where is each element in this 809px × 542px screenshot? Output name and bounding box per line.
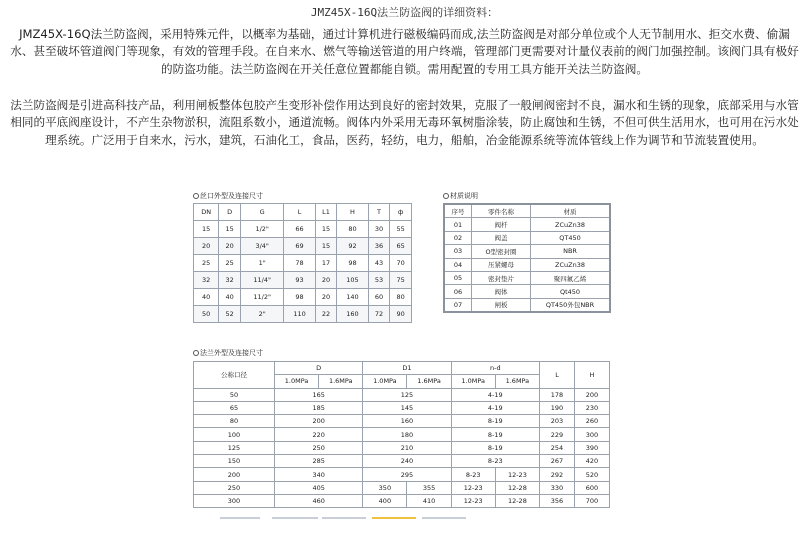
table-cell: 220 [275, 428, 363, 441]
table-cell: 254 [540, 441, 575, 454]
table-cell: 66 [284, 221, 315, 238]
table-cell: 200 [275, 415, 363, 428]
page-title: JMZ45X-16Q法兰防盗阀的详细资料： [310, 6, 499, 19]
column-header-dn: 公称口径 [194, 362, 275, 389]
pressure-header: 1.6MPa [319, 375, 363, 388]
table-cell: 8-23 [451, 455, 539, 468]
table-cell: 密封垫片 [472, 271, 531, 284]
material-table-title-text: 材质说明 [450, 192, 478, 200]
table-header-row [194, 204, 412, 221]
table-header-row [444, 204, 610, 218]
table-cell: 07 [444, 298, 472, 312]
column-header: D [219, 204, 241, 221]
table-cell: 11/2" [241, 289, 284, 306]
table-cell: 460 [275, 494, 363, 507]
table-cell: 15 [315, 238, 337, 255]
table-cell: 01 [444, 218, 472, 231]
table-cell: 20 [219, 238, 241, 255]
table-cell: ZCuZn38 [531, 218, 611, 231]
table-cell: O型密封圈 [472, 245, 531, 258]
table-cell: 125 [363, 388, 451, 401]
pressure-header: 1.0MPa [275, 375, 319, 388]
table-cell: 1/2" [241, 221, 284, 238]
table-cell: 125 [194, 441, 275, 454]
table-cell: 12-23 [495, 468, 539, 481]
table-cell: 32 [219, 272, 241, 289]
table-row [194, 428, 610, 441]
table-cell: 8-19 [451, 415, 539, 428]
table-cell: 04 [444, 258, 472, 271]
table-cell: 8-19 [451, 428, 539, 441]
table-cell: 80 [194, 415, 275, 428]
table-cell: 420 [575, 455, 610, 468]
table-cell: 52 [219, 306, 241, 323]
table-cell: 203 [540, 415, 575, 428]
table-cell: 17 [315, 255, 337, 272]
table-cell: 340 [275, 468, 363, 481]
table-cell: 12-28 [495, 481, 539, 494]
table-row [194, 289, 412, 306]
table-cell: 285 [275, 455, 363, 468]
table-cell: 400 [363, 494, 407, 507]
table-cell: 410 [407, 494, 451, 507]
table-cell: 60 [368, 289, 390, 306]
table-cell: 8-23 [451, 468, 495, 481]
divider-bar [322, 517, 366, 519]
column-header: T [368, 204, 390, 221]
table-row [444, 231, 610, 244]
table-row [194, 494, 610, 507]
table-cell: 25 [194, 255, 219, 272]
table-row [194, 272, 412, 289]
table-cell: 150 [194, 455, 275, 468]
table-cell: 12-23 [451, 494, 495, 507]
column-header-nd: n-d [451, 362, 539, 375]
material-table [443, 203, 611, 313]
table-cell: 295 [363, 468, 451, 481]
table-cell: 260 [575, 415, 610, 428]
column-header: DN [194, 204, 219, 221]
pressure-header: 1.0MPa [363, 375, 407, 388]
pressure-header: 1.6MPa [495, 375, 539, 388]
table-cell: 03 [444, 245, 472, 258]
table-cell: 240 [363, 455, 451, 468]
material-table-title [443, 191, 478, 201]
table-cell: 20 [194, 238, 219, 255]
table-cell: 65 [194, 401, 275, 414]
table-cell: 210 [363, 441, 451, 454]
table-cell: 8-19 [451, 441, 539, 454]
flange-dimensions-table [193, 361, 610, 508]
table-cell: 4-19 [451, 401, 539, 414]
description-paragraph: 法兰防盗阀是引进高科技产品，利用闸板整体包胶产生变形补偿作用达到良好的密封效果，克服了一般闸阀密封不良，漏水和生锈的现象，底部采用与水管相同的平底阀座设计，不产生杂物淤积，流阻系数小，通道流畅。阀体内外采用无毒环氧树脂涂装，防止腐蚀和生锈，不但可供生活用水，也可用在污水处理系统。广泛用于自来水，污水，建筑，石油化工，食品，医药，轻纺，电力，船舶，冶金能源系统等流体管线上作为调节和节流装置使用。 [10, 98, 799, 147]
table-cell: 350 [363, 481, 407, 494]
table-cell: 200 [194, 468, 275, 481]
table-cell: 92 [337, 238, 368, 255]
column-header: H [337, 204, 368, 221]
table-cell: Qt450 [531, 285, 611, 298]
table-cell: 250 [275, 441, 363, 454]
column-header: L1 [315, 204, 337, 221]
pressure-header: 1.6MPa [407, 375, 451, 388]
table-row [194, 415, 610, 428]
column-header: 材质 [531, 204, 611, 218]
table-cell: 230 [575, 401, 610, 414]
column-header-h: H [575, 362, 610, 389]
table-cell: 50 [194, 388, 275, 401]
table-cell: 190 [540, 401, 575, 414]
table-cell: 闸板 [472, 298, 531, 312]
table-cell: 02 [444, 231, 472, 244]
table-cell: 22 [315, 306, 337, 323]
column-header: 零件名称 [472, 204, 531, 218]
flange-table-title [193, 348, 263, 358]
table-cell: 356 [540, 494, 575, 507]
table-cell: 15 [315, 221, 337, 238]
table-cell: 100 [194, 428, 275, 441]
table-cell: 53 [368, 272, 390, 289]
table-row [444, 218, 610, 231]
table-cell: 200 [575, 388, 610, 401]
table-cell: 145 [363, 401, 451, 414]
table-cell: 06 [444, 285, 472, 298]
table-cell: 700 [575, 494, 610, 507]
table-cell: 80 [390, 289, 412, 306]
table-cell: 98 [337, 255, 368, 272]
column-header: G [241, 204, 284, 221]
table-cell: 36 [368, 238, 390, 255]
table-row [194, 468, 610, 481]
table-cell: 267 [540, 455, 575, 468]
table-cell: 165 [275, 388, 363, 401]
table-cell: 压紧螺母 [472, 258, 531, 271]
table-cell: 160 [337, 306, 368, 323]
table-cell: 50 [194, 306, 219, 323]
table-cell: 1" [241, 255, 284, 272]
column-header: 序号 [444, 204, 472, 218]
table-cell: 98 [284, 289, 315, 306]
table-cell: 90 [390, 306, 412, 323]
column-header-d1: D1 [363, 362, 451, 375]
table-cell: 355 [407, 481, 451, 494]
table-cell: 78 [284, 255, 315, 272]
table-cell: 25 [219, 255, 241, 272]
table-cell: 105 [337, 272, 368, 289]
table-cell: 阀杆 [472, 218, 531, 231]
table-cell: 229 [540, 428, 575, 441]
table-cell: 05 [444, 271, 472, 284]
table-cell: 40 [219, 289, 241, 306]
table-cell: 阀盖 [472, 231, 531, 244]
divider-bar [372, 517, 416, 519]
table-cell: 72 [368, 306, 390, 323]
table-row [194, 221, 412, 238]
table-cell: 55 [390, 221, 412, 238]
circle-bullet-icon [193, 193, 199, 199]
thread-table-title-text: 丝口外型及连接尺寸 [200, 192, 263, 200]
table-cell: 20 [315, 289, 337, 306]
table-cell: 32 [194, 272, 219, 289]
table-cell: 140 [337, 289, 368, 306]
thread-table-title [193, 191, 263, 201]
thread-dimensions-table [193, 203, 412, 323]
table-cell: 65 [390, 238, 412, 255]
table-cell: 15 [194, 221, 219, 238]
table-cell: 80 [337, 221, 368, 238]
table-cell: 聚四氟乙烯 [531, 271, 611, 284]
table-row [194, 481, 610, 494]
table-row [444, 298, 610, 312]
table-cell: 110 [284, 306, 315, 323]
table-cell: 520 [575, 468, 610, 481]
table-cell: 11/4" [241, 272, 284, 289]
table-cell: 250 [194, 481, 275, 494]
table-cell: 300 [575, 428, 610, 441]
table-row [194, 238, 412, 255]
table-cell: 178 [540, 388, 575, 401]
table-cell: 405 [275, 481, 363, 494]
table-cell: 阀体 [472, 285, 531, 298]
table-cell: 2" [241, 306, 284, 323]
circle-bullet-icon [193, 350, 199, 356]
table-cell: 3/4" [241, 238, 284, 255]
table-cell: 69 [284, 238, 315, 255]
table-header-row [194, 362, 610, 375]
table-cell: 390 [575, 441, 610, 454]
table-cell: 20 [315, 272, 337, 289]
column-header: ф [390, 204, 412, 221]
table-cell: 300 [194, 494, 275, 507]
table-row [194, 441, 610, 454]
table-cell: 185 [275, 401, 363, 414]
table-cell: QT450外包NBR [531, 298, 611, 312]
table-cell: 180 [363, 428, 451, 441]
table-cell: 15 [219, 221, 241, 238]
table-row [194, 455, 610, 468]
table-row [444, 245, 610, 258]
table-cell: 93 [284, 272, 315, 289]
table-cell: 4-19 [451, 388, 539, 401]
table-row [194, 401, 610, 414]
table-row [194, 388, 610, 401]
divider-bar [272, 517, 318, 519]
table-row [194, 255, 412, 272]
table-row [444, 271, 610, 284]
table-row [444, 258, 610, 271]
column-header-d: D [275, 362, 363, 375]
table-cell: 12-23 [451, 481, 495, 494]
table-cell: 75 [390, 272, 412, 289]
flange-table-title-text: 法兰外型及连接尺寸 [200, 349, 263, 357]
table-cell: 330 [540, 481, 575, 494]
table-cell: 600 [575, 481, 610, 494]
table-cell: ZCuZn38 [531, 258, 611, 271]
column-header-l: L [540, 362, 575, 389]
table-cell: 292 [540, 468, 575, 481]
table-row [194, 306, 412, 323]
table-cell: 70 [390, 255, 412, 272]
table-cell: 12-28 [495, 494, 539, 507]
table-cell: 43 [368, 255, 390, 272]
table-cell: 160 [363, 415, 451, 428]
pressure-header: 1.0MPa [451, 375, 495, 388]
divider-bar [220, 517, 260, 519]
table-cell: 40 [194, 289, 219, 306]
table-row [444, 285, 610, 298]
divider-bar [422, 517, 466, 519]
table-cell: QT450 [531, 231, 611, 244]
table-cell: 30 [368, 221, 390, 238]
column-header: L [284, 204, 315, 221]
table-cell: NBR [531, 245, 611, 258]
intro-paragraph: JMZ45X-16Q法兰防盗阀，采用特殊元件，以概率为基础，通过计算机进行磁极编码而成,法兰防盗阀是对部分单位或个人无节制用水、拒交水费、偷漏水、甚至破坏管道阀门等现象，有效的管理手段。在自来水、燃气等输送管道的用户终端，管理部门更需要对计量仪表前的阀门加强控制。该阀门具有极好的防盗功能。法兰防盗阀在开关任意位置都能自锁。需用配置的专用工具方能开关法兰防盗阀。 [10, 27, 799, 76]
circle-bullet-icon [443, 193, 449, 199]
